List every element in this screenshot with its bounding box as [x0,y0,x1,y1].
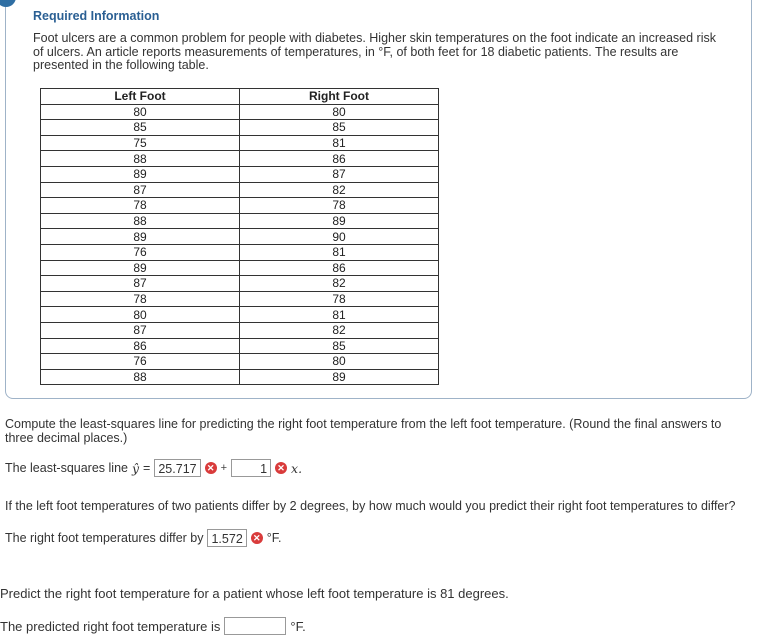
left-foot-cell: 87 [41,322,240,338]
predicted-label: The predicted right foot temperature is [0,618,221,634]
right-foot-cell: 86 [240,151,439,167]
table-row [41,354,439,370]
table-row [41,182,439,198]
left-foot-cell: 80 [41,104,240,120]
info-circle-icon [0,0,16,7]
incorrect-icon: ✕ [205,462,217,474]
right-foot-cell: 90 [240,229,439,245]
right-foot-cell: 87 [240,166,439,182]
temperature-table [40,88,439,385]
question-3-answer-line [0,617,306,635]
incorrect-icon: ✕ [251,532,263,544]
right-foot-cell: 82 [240,182,439,198]
table-row [41,198,439,214]
plus-sign: + [220,462,228,474]
table-row [41,151,439,167]
left-foot-cell: 85 [41,120,240,136]
difference-input[interactable]: 1.572 [207,529,246,547]
table-row [41,244,439,260]
header-right-foot: Right Foot [240,89,439,105]
right-foot-cell: 81 [240,307,439,323]
y-hat-symbol: ŷ [131,460,140,476]
table-row [41,166,439,182]
right-foot-cell: 78 [240,198,439,214]
table-row [41,260,439,276]
right-foot-cell: 81 [240,244,439,260]
question-1-prompt: Compute the least-squares line for predicting the right foot temperature from the left foot temperature. (Round the final answers to three decimal places.) [5,417,722,445]
left-foot-cell: 87 [41,276,240,292]
table-row [41,307,439,323]
right-foot-cell: 85 [240,120,439,136]
right-foot-cell: 80 [240,104,439,120]
differ-label: The right foot temperatures differ by [5,531,204,545]
left-foot-cell: 89 [41,166,240,182]
right-foot-cell: 89 [240,369,439,385]
table-row [41,213,439,229]
slope-input[interactable]: 1 [231,459,271,477]
left-foot-cell: 86 [41,338,240,354]
right-foot-cell: 78 [240,291,439,307]
left-foot-cell: 89 [41,229,240,245]
info-description: Foot ulcers are a common problem for people with diabetes. Higher skin temperatures on the foot indicate an increased risk of ulcers. An article reports measurements of temperatures, in °F, of both feet for 18 diabetic patients. The results are presented in the following table. [33,31,716,72]
right-foot-cell: 80 [240,354,439,370]
left-foot-cell: 80 [41,307,240,323]
least-squares-label: The least-squares line [5,461,128,475]
table-row [41,229,439,245]
table-header-row [41,89,439,105]
question-3-prompt-line [0,586,509,601]
predicted-temperature-input[interactable] [224,617,286,635]
left-foot-cell: 88 [41,151,240,167]
question-1-answer-line [5,459,302,477]
left-foot-cell: 78 [41,291,240,307]
unit-f: °F. [266,531,282,545]
table-row [41,276,439,292]
table-row [41,322,439,338]
left-foot-cell: 88 [41,369,240,385]
table-row [41,338,439,354]
question-3-prompt: Predict the right foot temperature for a patient whose left foot temperature is 81 degrees. [0,586,509,601]
left-foot-cell: 76 [41,354,240,370]
left-foot-cell: 87 [41,182,240,198]
left-foot-cell: 88 [41,213,240,229]
x-variable: x. [291,460,303,476]
incorrect-icon: ✕ [275,462,287,474]
table-row [41,291,439,307]
question-2-prompt: If the left foot temperatures of two patients differ by 2 degrees, by how much would you predict their right foot temperatures to differ? [5,499,736,513]
table-row [41,369,439,385]
left-foot-cell: 75 [41,135,240,151]
table-row [41,135,439,151]
unit-f: °F. [290,618,306,634]
equals-sign: = [143,461,151,475]
right-foot-cell: 89 [240,213,439,229]
right-foot-cell: 81 [240,135,439,151]
intercept-input[interactable]: 25.717 [154,459,200,477]
header-left-foot: Left Foot [41,89,240,105]
left-foot-cell: 89 [41,260,240,276]
right-foot-cell: 82 [240,276,439,292]
question-2-prompt-line [5,499,765,513]
table-row [41,104,439,120]
left-foot-cell: 76 [41,244,240,260]
info-title: Required Information [33,9,160,23]
right-foot-cell: 82 [240,322,439,338]
right-foot-cell: 85 [240,338,439,354]
right-foot-cell: 86 [240,260,439,276]
table-row [41,120,439,136]
left-foot-cell: 78 [41,198,240,214]
question-2-answer-line [5,529,282,547]
